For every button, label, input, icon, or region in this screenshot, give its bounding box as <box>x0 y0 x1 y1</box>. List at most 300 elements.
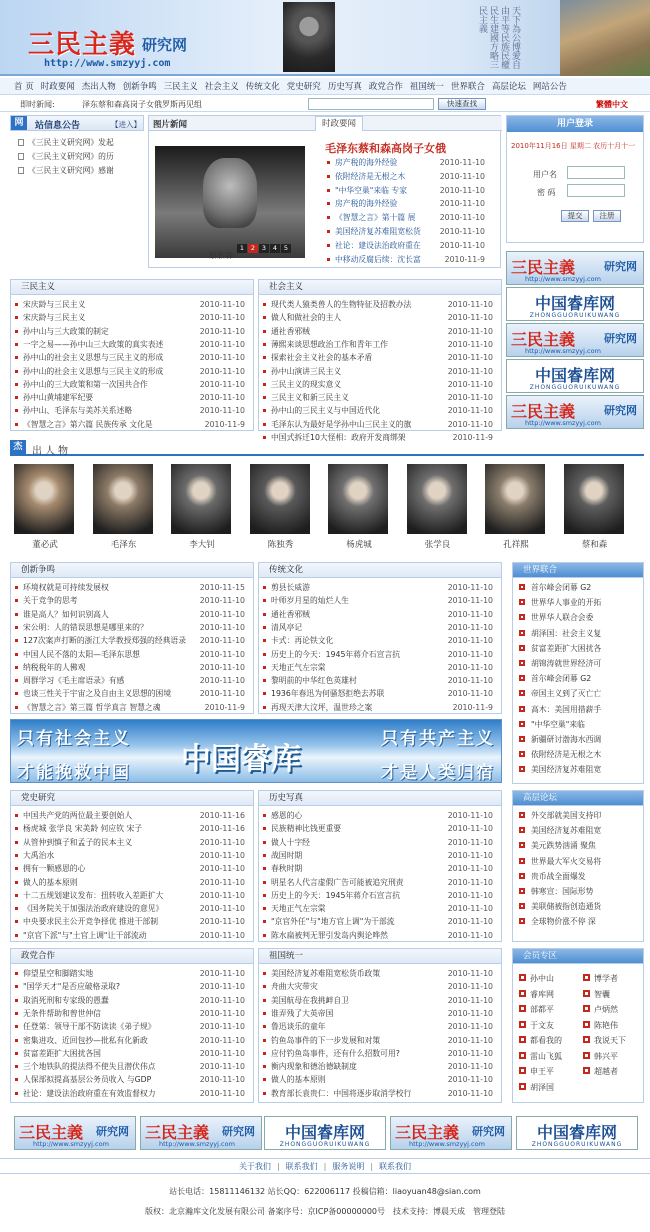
list-item-date: 2010-11-10 <box>199 393 245 403</box>
list-item[interactable] <box>11 809 253 823</box>
list-item[interactable] <box>259 298 501 312</box>
list-item-date: 2010-11-10 <box>199 1048 245 1058</box>
member-name: 卢炳然 <box>594 1005 618 1014</box>
list-item-title: 世界最大军火交易将 <box>531 856 602 866</box>
list-item[interactable] <box>259 378 501 392</box>
list-item[interactable] <box>259 929 501 943</box>
bullet-icon <box>15 920 18 923</box>
list-item-title: 应付钓鱼岛事件，还有什么招数可用? <box>271 1048 400 1058</box>
ad-ruiku-1[interactable]: 中国睿库网 ZHONGGUORUIKUWANG <box>506 287 644 321</box>
bullet-icon <box>15 599 18 602</box>
list-item[interactable] <box>259 325 501 339</box>
member-icon <box>583 1036 590 1043</box>
person-photo <box>485 464 545 534</box>
list-item-title: 高木：美国用措薪手 <box>531 704 602 714</box>
person-name: 李大钊 <box>189 540 215 550</box>
nav-item-9[interactable]: 政党合作 <box>368 82 403 92</box>
list-item[interactable] <box>259 1020 501 1034</box>
list-item[interactable] <box>513 581 643 595</box>
list-item-date: 2010-11-10 <box>199 930 245 940</box>
list-item[interactable] <box>513 733 643 747</box>
list-item-date: 2010-11-10 <box>447 850 493 860</box>
username-input[interactable] <box>567 166 625 179</box>
list-item[interactable] <box>11 1020 253 1034</box>
photo-page-1[interactable]: 1 <box>237 244 247 253</box>
footer-link[interactable]: 联系我们 <box>285 1162 318 1171</box>
list-item[interactable] <box>513 763 643 777</box>
list-item[interactable] <box>259 608 501 622</box>
list-item[interactable] <box>259 391 501 405</box>
list-item[interactable] <box>259 822 501 836</box>
list-item[interactable] <box>11 1087 253 1101</box>
password-input[interactable] <box>567 184 625 197</box>
list-item[interactable] <box>259 674 501 688</box>
list-item[interactable] <box>259 581 501 595</box>
list-item[interactable] <box>259 876 501 890</box>
list-item-date: 2010-11-10 <box>199 1035 245 1045</box>
member-icon <box>519 1021 526 1028</box>
shehui-title[interactable]: 社会主义 <box>259 280 501 295</box>
bullet-icon <box>263 1039 266 1042</box>
politics-item[interactable] <box>323 170 499 184</box>
list-item[interactable] <box>11 648 253 662</box>
list-item-title: 《智慧之言》第六篇 民族传承 文化是 <box>23 419 153 429</box>
ad-ruiku-2[interactable]: 中国睿库网 ZHONGGUORUIKUWANG <box>506 359 644 393</box>
photo-pager <box>237 244 291 253</box>
bullet-icon <box>15 613 18 616</box>
list-item[interactable] <box>259 1047 501 1061</box>
login-submit-button[interactable]: 提交 <box>561 210 589 222</box>
world-title[interactable]: 世界联合 <box>513 563 643 578</box>
list-item-title: 帝国主义到了灭亡亡 <box>531 689 602 699</box>
list-item[interactable] <box>259 338 501 352</box>
member-name: 部都平 <box>530 1005 554 1014</box>
list-item-title: 环境权就是可持续发展权 <box>23 583 109 592</box>
list-item-date: 2010-11-10 <box>447 890 493 900</box>
bullet-icon <box>263 423 266 426</box>
list-item[interactable] <box>513 915 643 929</box>
list-item[interactable] <box>259 836 501 850</box>
list-item-title: 黎明前的中华红色英雄村 <box>271 676 357 686</box>
list-item-title: 孙中山的三民主义与中国近代化 <box>271 406 381 416</box>
box-world <box>512 562 644 784</box>
person-photo <box>14 464 74 534</box>
traditional-chinese-link[interactable]: 繁體中文 <box>596 100 628 109</box>
dangshi-title[interactable]: 党史研究 <box>11 791 253 806</box>
bullet-icon <box>327 230 330 233</box>
notice-item[interactable] <box>18 137 114 150</box>
list-item[interactable] <box>11 621 253 635</box>
member-icon <box>583 1021 590 1028</box>
bullet-icon <box>263 920 266 923</box>
list-item[interactable] <box>11 338 253 352</box>
list-item-date: 2010-11-10 <box>199 353 245 363</box>
person-card[interactable] <box>324 464 390 552</box>
list-item[interactable] <box>513 885 643 899</box>
list-item[interactable] <box>259 1060 501 1074</box>
list-item[interactable] <box>11 325 253 339</box>
nav-item-1[interactable]: 时政要闻 <box>40 82 75 92</box>
list-item-date: 2010-11-10 <box>199 969 245 978</box>
instant-news-label: 即时新闻: <box>20 100 55 109</box>
list-item[interactable] <box>513 642 643 656</box>
footer-link[interactable]: 关于我们 <box>238 1162 271 1171</box>
notice-item-text: 《三民主义研究网》发起 <box>28 138 114 147</box>
list-item[interactable] <box>259 621 501 635</box>
bullet-icon <box>263 999 266 1002</box>
register-button[interactable]: 注册 <box>593 210 621 222</box>
quick-search-button[interactable]: 快速查找 <box>438 98 486 110</box>
list-item-title: 孙中山的社会主义思想与三民主义的形成 <box>23 366 164 376</box>
bullet-icon <box>263 679 266 682</box>
list-item[interactable] <box>11 674 253 688</box>
bullet-icon <box>263 841 266 844</box>
list-item[interactable] <box>513 900 643 914</box>
list-item[interactable] <box>11 608 253 622</box>
site-url: http://www.smzyyj.com <box>44 58 171 69</box>
list-item-title: 杨虎城 张学良 宋美龄 何应钦 宋子 <box>23 824 143 834</box>
politics-item-date: 2010-11-10 <box>439 185 485 195</box>
list-item[interactable] <box>11 849 253 863</box>
list-item[interactable] <box>11 298 253 312</box>
member-icon <box>519 990 526 997</box>
list-item[interactable] <box>259 594 501 608</box>
list-item[interactable] <box>11 889 253 903</box>
list-item[interactable] <box>259 701 501 715</box>
search-input[interactable] <box>308 98 434 110</box>
photo-page-3[interactable]: 3 <box>259 244 269 253</box>
politics-item[interactable] <box>323 211 499 225</box>
username-label: 用户名 <box>533 170 557 179</box>
list-item-title: 清风亭记 <box>271 622 303 632</box>
list-item[interactable] <box>513 657 643 671</box>
person-card[interactable] <box>560 464 626 552</box>
ad-bottom-sanmin-2[interactable]: 三民主義 研究网 http://www.smzyyj.com <box>140 1116 262 1150</box>
politics-item[interactable] <box>323 184 499 198</box>
person-card[interactable] <box>89 464 155 552</box>
list-item[interactable] <box>259 1073 501 1087</box>
list-item[interactable] <box>513 839 643 853</box>
nav-item-5[interactable]: 社会主义 <box>204 82 239 92</box>
luntan-title[interactable]: 高层论坛 <box>513 791 643 806</box>
politics-headline[interactable]: 毛泽东蔡和森高岗子女俄 <box>325 142 446 155</box>
list-item[interactable] <box>11 967 253 981</box>
bullet-icon <box>15 692 18 695</box>
person-photo <box>93 464 153 534</box>
list-item-title: 明星名人代言虚假广告可能被追究刑责 <box>271 877 404 887</box>
list-item-date: 2010-11-9 <box>204 419 245 429</box>
list-item[interactable] <box>11 1007 253 1021</box>
list-item[interactable] <box>11 594 253 608</box>
nav-item-6[interactable]: 传统文化 <box>245 82 280 92</box>
politics-item-date: 2010-11-10 <box>439 171 485 181</box>
banner-left-top: 只有社会主义 <box>17 729 131 749</box>
list-item[interactable] <box>259 311 501 325</box>
list-item-title: 贫富差距扩大困扰各国 <box>23 1048 101 1058</box>
lishi-title[interactable]: 历史写真 <box>259 791 501 806</box>
list-item[interactable] <box>259 661 501 675</box>
nav-item-8[interactable]: 历史写真 <box>327 82 362 92</box>
list-item[interactable] <box>513 718 643 732</box>
ad-bottom-sanmin-1[interactable]: 三民主義 研究网 http://www.smzyyj.com <box>14 1116 136 1150</box>
bullet-icon <box>15 303 18 306</box>
list-item[interactable] <box>11 822 253 836</box>
slogan-banner[interactable] <box>10 719 502 783</box>
bullet-icon <box>519 751 525 757</box>
list-item-date: 2010-11-10 <box>199 1062 245 1072</box>
list-item[interactable] <box>259 889 501 903</box>
list-item-title: 孙中山黄埔建军纪要 <box>23 393 94 403</box>
list-item-date: 2010-11-10 <box>447 353 493 363</box>
notice-item[interactable] <box>18 165 114 178</box>
ad-sanmin-1[interactable]: 三民主義 研究网 http://www.smzyyj.com <box>506 251 644 285</box>
bullet-icon <box>519 812 525 818</box>
banner-right-bottom: 才是人类归宿 <box>381 763 495 783</box>
list-item-title: 中央要求民主公开竞争择优 推进干部制 <box>23 917 159 927</box>
notice-enter-link[interactable]: 【进入】 <box>111 120 141 129</box>
list-item-date: 2010-11-10 <box>447 837 493 847</box>
list-item[interactable] <box>513 809 643 823</box>
list-item-title: 感恩的心 <box>271 811 303 820</box>
list-item-date: 2010-11-10 <box>447 1062 493 1072</box>
list-item[interactable] <box>259 809 501 823</box>
tongyi-title[interactable]: 祖国统一 <box>259 949 501 964</box>
bullet-icon <box>519 766 525 772</box>
nav-item-4[interactable]: 三民主义 <box>163 82 198 92</box>
list-item[interactable] <box>11 701 253 715</box>
list-item[interactable] <box>259 351 501 365</box>
bullet-icon <box>263 1065 266 1068</box>
list-item-date: 2010-11-10 <box>447 676 493 686</box>
list-item[interactable] <box>513 672 643 686</box>
bullet-icon <box>327 258 330 261</box>
list-item[interactable] <box>259 902 501 916</box>
list-item[interactable] <box>259 1007 501 1021</box>
list-item-date: 2010-11-10 <box>199 877 245 887</box>
list-item[interactable] <box>259 967 501 981</box>
photo-page-2[interactable]: 2 <box>248 244 258 253</box>
nav-item-7[interactable]: 党史研究 <box>286 82 321 92</box>
list-item[interactable] <box>11 687 253 701</box>
bullet-icon <box>15 894 18 897</box>
person-photo <box>328 464 388 534</box>
list-item[interactable] <box>11 351 253 365</box>
list-item[interactable] <box>513 824 643 838</box>
ad-bottom-ruiku-2[interactable]: 中国睿库网 ZHONGGUORUIKUWANG <box>516 1116 638 1150</box>
list-item[interactable] <box>11 836 253 850</box>
politics-item[interactable] <box>323 253 499 267</box>
chuangxin-title[interactable]: 创新争鸣 <box>11 563 253 578</box>
list-item[interactable] <box>11 1060 253 1074</box>
notice-item-text: 《三民主义研究网》感谢 <box>28 166 114 175</box>
ad-sanmin-2[interactable]: 三民主義 研究网 http://www.smzyyj.com <box>506 323 644 357</box>
member-icon <box>519 1036 526 1043</box>
list-item[interactable] <box>259 365 501 379</box>
photo-news-tabs <box>149 116 502 131</box>
ad-bottom-sanmin-3[interactable]: 三民主義 研究网 http://www.smzyyj.com <box>390 1116 512 1150</box>
list-item[interactable] <box>11 378 253 392</box>
list-item-date: 2010-11-10 <box>447 689 493 699</box>
photo-news-image[interactable] <box>155 146 305 258</box>
members-title: 会员专区 <box>513 949 643 964</box>
list-item[interactable] <box>11 634 253 648</box>
list-item[interactable] <box>11 1034 253 1048</box>
list-item[interactable] <box>11 391 253 405</box>
login-title: 用户登录 <box>507 116 643 132</box>
nav-item-13[interactable]: 网站公告 <box>532 82 567 92</box>
list-item-title: 纳税税年的人佛观 <box>23 662 86 672</box>
list-item-title: 历史上的今天：1945年蒋介石宣言抗 <box>271 649 400 659</box>
bullet-icon <box>15 396 18 399</box>
list-item[interactable] <box>513 870 643 884</box>
list-item[interactable] <box>513 687 643 701</box>
photo-page-5[interactable]: 5 <box>281 244 291 253</box>
list-item[interactable] <box>11 876 253 890</box>
nav-item-12[interactable]: 高层论坛 <box>491 82 526 92</box>
list-item[interactable] <box>11 980 253 994</box>
person-card[interactable] <box>403 464 469 552</box>
box-sanmin <box>10 279 254 431</box>
bullet-icon <box>15 881 18 884</box>
bullet-icon <box>15 972 18 975</box>
list-item[interactable] <box>11 929 253 943</box>
list-item[interactable] <box>11 365 253 379</box>
list-item[interactable] <box>259 849 501 863</box>
bullet-icon <box>327 175 330 178</box>
ad-sanmin-3[interactable]: 三民主義 研究网 http://www.smzyyj.com <box>506 395 644 429</box>
header-great-wall-image <box>560 0 650 76</box>
list-item-date: 2010-11-10 <box>199 890 245 900</box>
bullet-icon <box>15 343 18 346</box>
politics-item[interactable] <box>323 225 499 239</box>
doc-icon <box>18 139 24 146</box>
bullet-icon <box>15 1092 18 1095</box>
list-item[interactable] <box>11 862 253 876</box>
list-item[interactable] <box>513 855 643 869</box>
list-item[interactable] <box>11 404 253 418</box>
list-item-date: 2010-11-10 <box>447 366 493 376</box>
bullet-icon <box>519 630 525 636</box>
site-logo[interactable]: 三民主義 <box>28 30 137 60</box>
bullet-icon <box>263 436 266 439</box>
nav-item-3[interactable]: 创新争鸣 <box>122 82 157 92</box>
list-item[interactable] <box>259 404 501 418</box>
notice-item[interactable] <box>18 151 114 164</box>
nav-item-2[interactable]: 杰出人物 <box>81 82 116 92</box>
list-item-title: "京官下派"与"土官上调"让干部流动 <box>23 930 147 940</box>
list-item[interactable] <box>259 648 501 662</box>
list-item[interactable] <box>259 994 501 1008</box>
bullet-icon <box>263 972 266 975</box>
list-item-date: 2010-11-10 <box>447 969 493 978</box>
politics-item[interactable] <box>323 197 499 211</box>
photo-caption: 蔡和森 <box>209 251 233 260</box>
nav-item-0[interactable]: 首 页 <box>14 82 34 92</box>
tab-photo-news[interactable]: 图片新闻 <box>153 120 188 130</box>
list-item-date: 2010-11-10 <box>447 326 493 336</box>
list-item[interactable] <box>513 611 643 625</box>
list-item[interactable] <box>11 915 253 929</box>
list-item[interactable] <box>11 1047 253 1061</box>
list-item[interactable] <box>11 581 253 595</box>
list-item[interactable] <box>513 748 643 762</box>
politics-item[interactable] <box>323 156 499 170</box>
list-item[interactable] <box>259 915 501 929</box>
chuantong-title[interactable]: 传统文化 <box>259 563 501 578</box>
list-item-title: 中国共产党的两位最主要创始人 <box>23 811 133 820</box>
member-icon <box>583 1052 590 1059</box>
bullet-icon <box>263 599 266 602</box>
list-item[interactable] <box>11 994 253 1008</box>
zhengdang-title[interactable]: 政党合作 <box>11 949 253 964</box>
list-item[interactable] <box>259 980 501 994</box>
tab-politics[interactable]: 时政要闻 <box>315 116 363 131</box>
list-item-title: 再现天津大汶坪，温世珍之案 <box>271 702 373 712</box>
list-item[interactable] <box>259 862 501 876</box>
nav-item-11[interactable]: 世界联合 <box>450 82 485 92</box>
notice-box <box>10 115 144 267</box>
list-item-date: 2010-11-10 <box>199 982 245 992</box>
person-card[interactable] <box>246 464 312 552</box>
list-item-date: 2010-11-10 <box>199 636 245 646</box>
list-item[interactable] <box>11 1073 253 1087</box>
person-card[interactable] <box>167 464 233 552</box>
list-item[interactable] <box>11 418 253 432</box>
footer-link[interactable]: 联系我们 <box>379 1162 412 1171</box>
politics-item-date: 2010-11-10 <box>439 240 485 250</box>
bullet-icon <box>519 706 525 712</box>
bullet-icon <box>15 1025 18 1028</box>
list-item-title: 鲁迅谈乐的童年 <box>271 1022 326 1032</box>
list-item[interactable] <box>259 1034 501 1048</box>
member-icon <box>583 990 590 997</box>
sanmin-title[interactable]: 三民主义 <box>11 280 253 295</box>
bullet-icon <box>263 827 266 830</box>
list-item[interactable] <box>259 687 501 701</box>
list-item-date: 2010-11-10 <box>199 649 245 659</box>
photo-page-4[interactable]: 4 <box>270 244 280 253</box>
list-item[interactable] <box>259 418 501 432</box>
ad-bottom-ruiku-1[interactable]: 中国睿库网 ZHONGGUORUIKUWANG <box>264 1116 386 1150</box>
list-item[interactable] <box>11 311 253 325</box>
list-item[interactable] <box>513 703 643 717</box>
footer-link[interactable]: 服务说明 <box>332 1162 365 1171</box>
politics-item[interactable] <box>323 239 499 253</box>
bullet-icon <box>15 706 18 709</box>
bullet-icon <box>263 894 266 897</box>
footer-separator: | <box>323 1162 327 1171</box>
list-item[interactable] <box>259 634 501 648</box>
list-item-date: 2010-11-9 <box>452 702 493 712</box>
list-item-title: 民族精神比钱更重要 <box>271 824 342 834</box>
list-item[interactable] <box>11 902 253 916</box>
bullet-icon <box>263 303 266 306</box>
nav-item-10[interactable]: 祖国统一 <box>409 82 444 92</box>
list-item-date: 2010-11-10 <box>199 596 245 606</box>
person-card[interactable] <box>481 464 547 552</box>
bullet-icon <box>15 639 18 642</box>
list-item-date: 2010-11-10 <box>447 622 493 632</box>
list-item-title: 美国航母在我挑衅自卫 <box>271 995 349 1005</box>
instant-news-marquee[interactable]: 泽东蔡和森高岗子女俄罗斯再见组 <box>82 100 202 109</box>
list-item[interactable] <box>513 596 643 610</box>
bullet-icon <box>519 903 525 909</box>
list-item[interactable] <box>513 627 643 641</box>
list-item[interactable] <box>259 1087 501 1101</box>
person-card[interactable] <box>10 464 76 552</box>
list-item-date: 2010-11-10 <box>447 313 493 323</box>
list-item[interactable] <box>11 661 253 675</box>
